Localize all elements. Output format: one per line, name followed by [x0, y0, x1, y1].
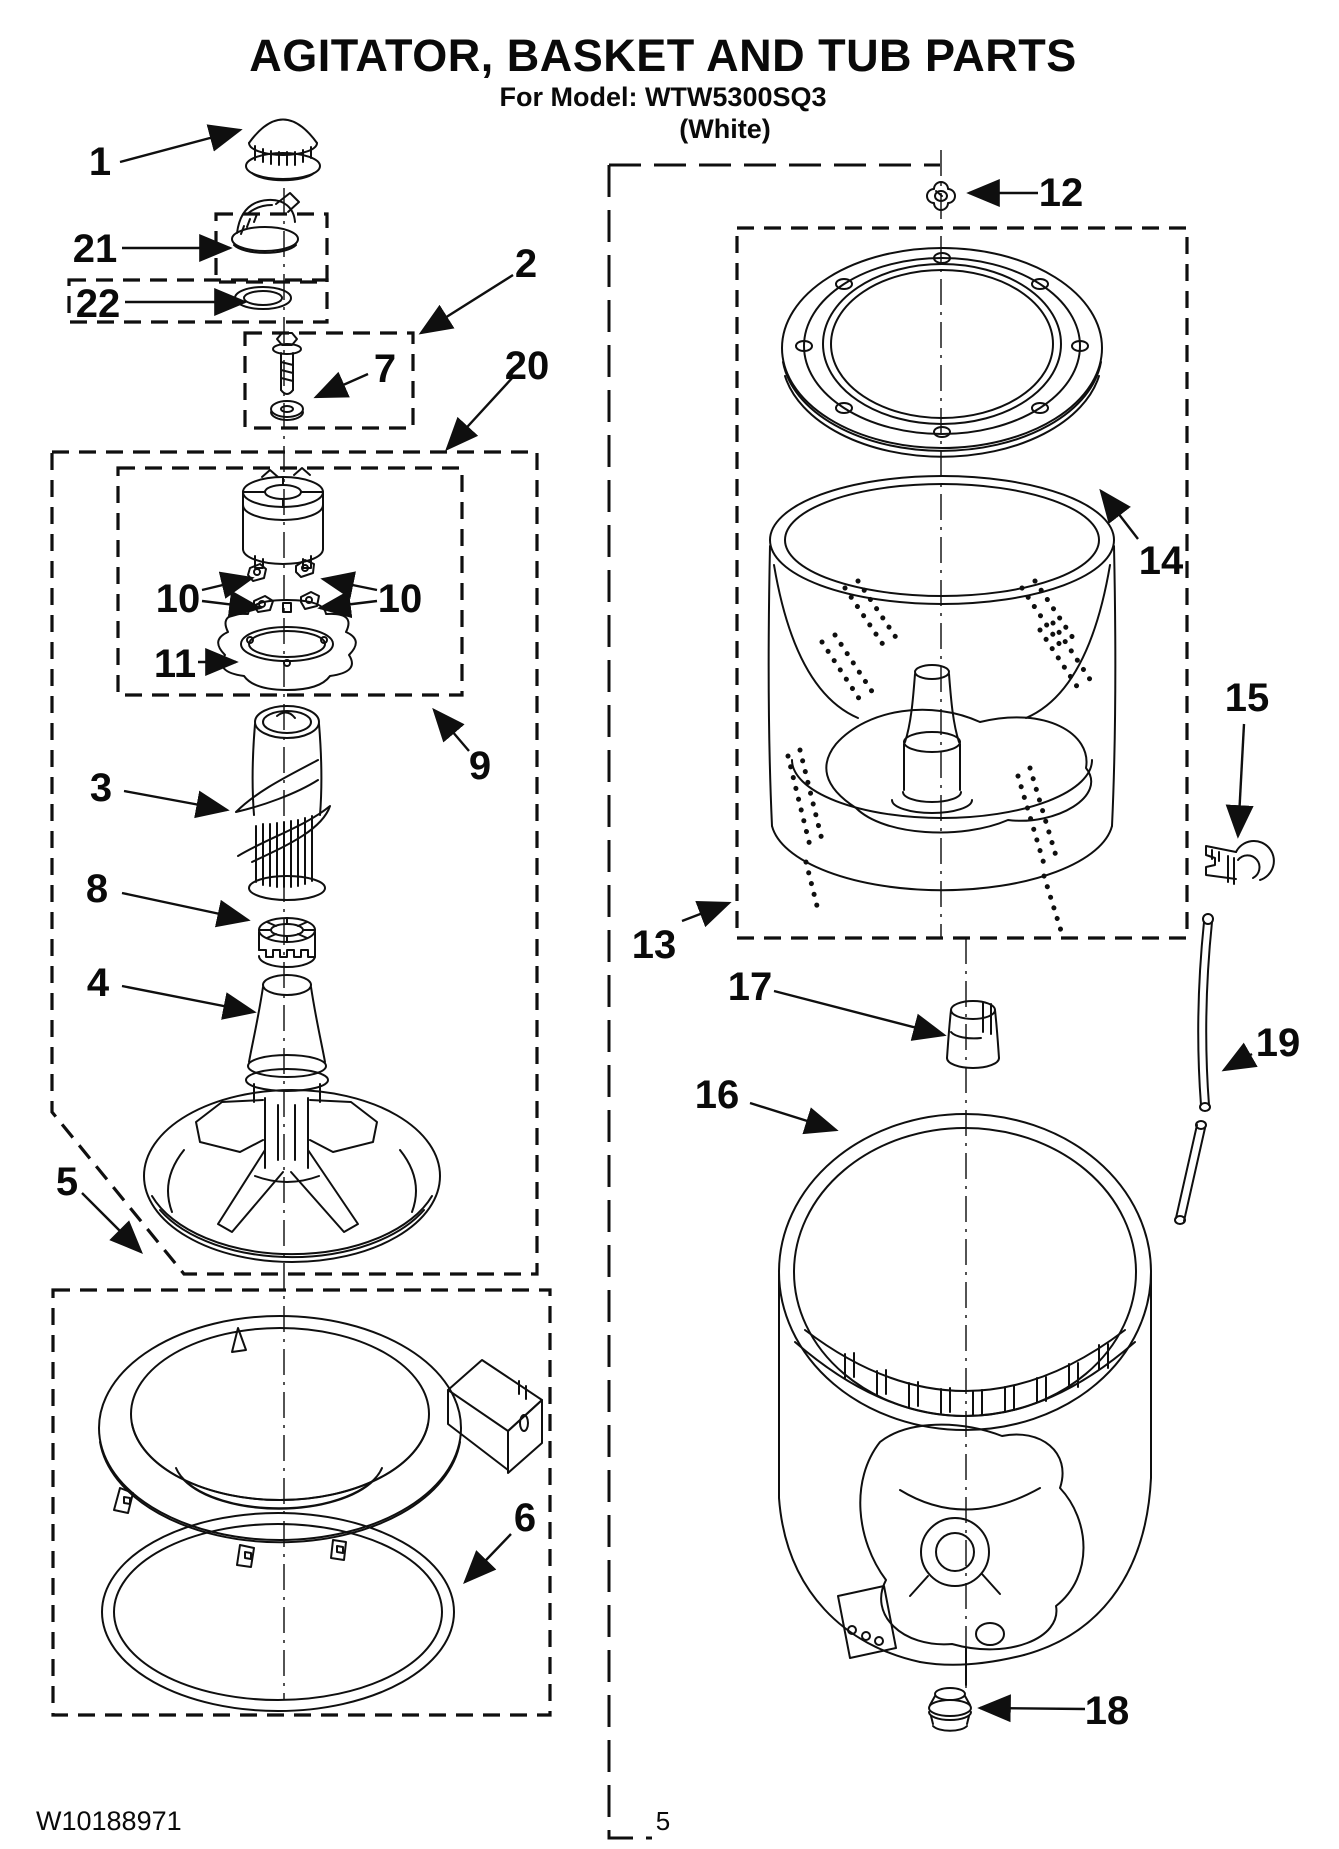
- part-8-cam-ring: [259, 918, 315, 967]
- clutch-drive-block: [243, 468, 323, 568]
- model-line: For Model: WTW5300SQ3: [499, 82, 827, 112]
- color-note: (White): [679, 114, 771, 144]
- callout-9: 9: [468, 744, 492, 788]
- callout-10-right: 10: [377, 577, 423, 621]
- callout-7: 7: [373, 347, 397, 391]
- callout-5: 5: [55, 1160, 79, 1204]
- callout-3: 3: [89, 766, 113, 810]
- page-title: AGITATOR, BASKET AND TUB PARTS: [249, 30, 1077, 81]
- part-1-agitator-cap: [246, 120, 320, 181]
- tub-ring: [99, 1316, 542, 1567]
- callout-19: 19: [1255, 1021, 1301, 1065]
- callout-11: 11: [153, 642, 197, 686]
- part-16-tub: [779, 1114, 1151, 1685]
- callout-1: 1: [88, 140, 112, 184]
- part-11-cam-base: [218, 600, 356, 690]
- box-part-21: [216, 214, 327, 282]
- callout-21: 21: [72, 227, 118, 271]
- callout-13: 13: [631, 923, 677, 967]
- callout-2: 2: [514, 242, 538, 286]
- callout-6: 6: [513, 1496, 537, 1540]
- callout-10-left: 10: [155, 577, 201, 621]
- callout-22: 22: [75, 282, 121, 326]
- part-18-plug: [929, 1688, 971, 1731]
- part-7-bolt-washer: [271, 333, 303, 420]
- part-22-seal: [235, 287, 291, 309]
- part-14-drive-ring: [782, 248, 1102, 457]
- part-21-dispenser: [232, 193, 299, 253]
- callout-15: 15: [1224, 676, 1270, 720]
- callout-4: 4: [86, 961, 110, 1005]
- callout-18: 18: [1084, 1689, 1130, 1733]
- part-13-basket: [769, 476, 1116, 934]
- page-number: 5: [655, 1806, 671, 1836]
- callout-12: 12: [1038, 171, 1084, 215]
- callout-20: 20: [504, 344, 550, 388]
- document-number: W10188971: [36, 1806, 182, 1836]
- callout-16: 16: [694, 1073, 740, 1117]
- callout-14: 14: [1138, 539, 1184, 583]
- part-19-hose: [1175, 914, 1213, 1224]
- callout-labels: [56, 140, 1300, 1733]
- callout-8: 8: [85, 867, 109, 911]
- callout-17: 17: [727, 965, 773, 1009]
- part-4-agitator-base: [144, 975, 440, 1262]
- part-17-coupler: [947, 1001, 999, 1068]
- part-15-clamp: [1206, 841, 1274, 884]
- box-assembly-5: [53, 1290, 550, 1715]
- part-3-auger: [236, 706, 330, 900]
